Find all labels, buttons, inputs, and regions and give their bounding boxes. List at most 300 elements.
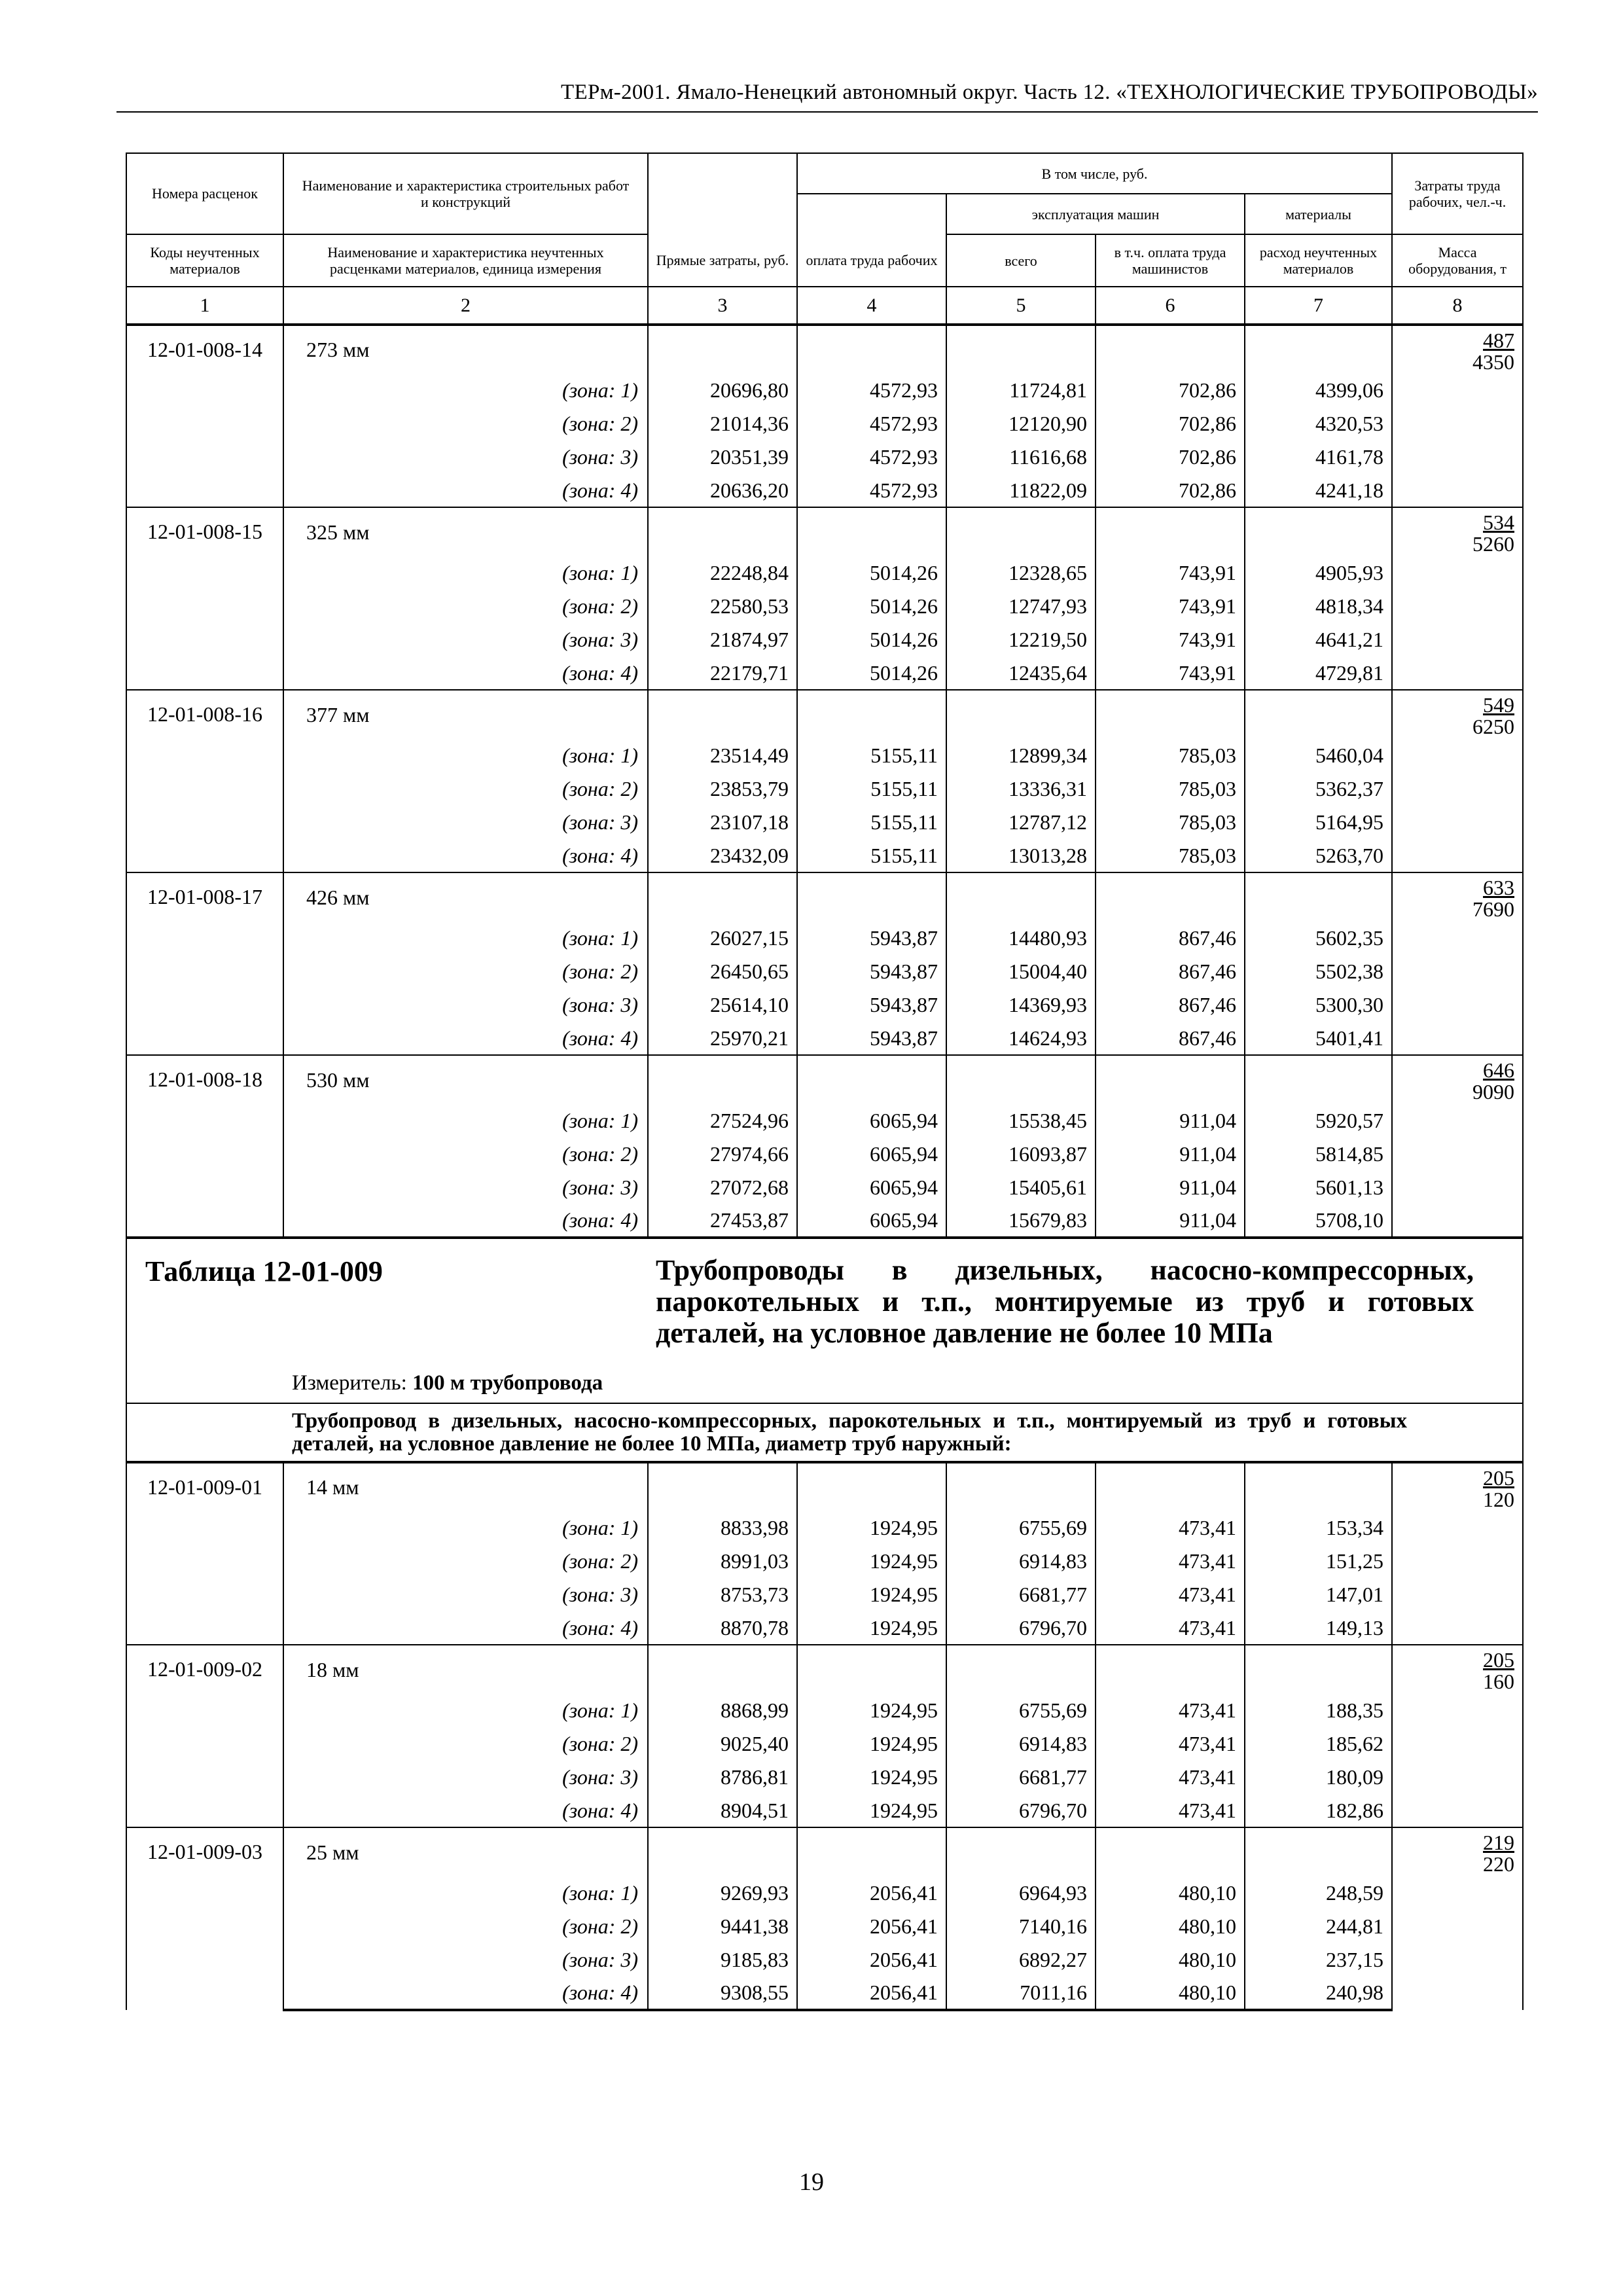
rate-row (126, 325, 1523, 374)
rate-row (126, 1645, 1523, 1694)
value-cell: 867,46 (1096, 922, 1245, 955)
column-numbers-row (126, 287, 1523, 325)
rate-code: 12-01-008-15 (126, 507, 283, 690)
rate-row (126, 872, 1523, 922)
rate-row (126, 690, 1523, 739)
zone-label: (зона: 2) (283, 1545, 648, 1578)
value-cell: 12899,34 (946, 739, 1096, 772)
empty-cell (648, 872, 797, 922)
value-cell: 473,41 (1096, 1545, 1245, 1578)
empty-cell (648, 690, 797, 739)
table-body-008 (126, 325, 1523, 1238)
value-cell: 6681,77 (946, 1761, 1096, 1794)
value-cell: 6755,69 (946, 1694, 1096, 1727)
value-cell: 8868,99 (648, 1694, 797, 1727)
zone-label: (зона: 2) (283, 1138, 648, 1171)
zone-label: (зона: 1) (283, 1104, 648, 1138)
equipment-mass: 9090 (1472, 1080, 1515, 1103)
value-cell: 8904,51 (648, 1794, 797, 1827)
value-cell: 6796,70 (946, 1611, 1096, 1645)
value-cell: 9025,40 (648, 1727, 797, 1761)
value-cell: 244,81 (1245, 1910, 1392, 1943)
zone-label: (зона: 3) (283, 988, 648, 1022)
machines-header: эксплуатация машин (946, 194, 1245, 234)
equipment-mass: 6250 (1472, 715, 1515, 738)
value-cell: 4572,93 (797, 407, 946, 440)
value-cell: 867,46 (1096, 1022, 1245, 1055)
value-cell: 5460,04 (1245, 739, 1392, 772)
value-cell: 5014,26 (797, 590, 946, 623)
value-cell: 188,35 (1245, 1694, 1392, 1727)
value-cell: 1924,95 (797, 1727, 946, 1761)
empty-cell (648, 1645, 797, 1694)
empty-cell (797, 1827, 946, 1876)
rate-code: 12-01-008-14 (126, 325, 283, 507)
value-cell: 4641,21 (1245, 623, 1392, 656)
materials-header: материалы (1245, 194, 1392, 234)
rate-code: 12-01-009-03 (126, 1827, 283, 2010)
labor-mass (1392, 1827, 1523, 2010)
value-cell: 4818,34 (1245, 590, 1392, 623)
value-cell: 5155,11 (797, 806, 946, 839)
value-cell: 22248,84 (648, 556, 797, 590)
value-cell: 12747,93 (946, 590, 1096, 623)
value-cell: 5155,11 (797, 739, 946, 772)
zone-row (126, 1910, 1523, 1943)
col8-top-header (1392, 153, 1523, 234)
value-cell: 4572,93 (797, 440, 946, 474)
value-cell: 7011,16 (946, 1977, 1096, 2010)
empty-cell (1096, 1645, 1245, 1694)
value-cell: 11822,09 (946, 474, 1096, 507)
value-cell: 27524,96 (648, 1104, 797, 1138)
value-cell: 11616,68 (946, 440, 1096, 474)
value-cell: 23432,09 (648, 839, 797, 872)
value-cell: 5263,70 (1245, 839, 1392, 872)
measure-line (292, 1371, 603, 1395)
value-cell: 9269,93 (648, 1876, 797, 1910)
value-cell: 743,91 (1096, 556, 1245, 590)
value-cell: 702,86 (1096, 440, 1245, 474)
zone-row (126, 922, 1523, 955)
value-cell: 1924,95 (797, 1611, 946, 1645)
value-cell: 6065,94 (797, 1138, 946, 1171)
zone-row (126, 1104, 1523, 1138)
zone-row (126, 772, 1523, 806)
value-cell: 911,04 (1096, 1104, 1245, 1138)
value-cell: 480,10 (1096, 1977, 1245, 2010)
empty-cell (1245, 872, 1392, 922)
empty-cell (946, 872, 1096, 922)
value-cell: 5943,87 (797, 955, 946, 988)
col4-label: оплата труда рабочих (797, 234, 946, 287)
empty-cell (648, 507, 797, 556)
value-cell: 1924,95 (797, 1578, 946, 1611)
value-cell: 743,91 (1096, 623, 1245, 656)
empty-cell (946, 1645, 1096, 1694)
zone-label: (зона: 1) (283, 374, 648, 407)
zone-label: (зона: 2) (283, 1727, 648, 1761)
empty-cell (797, 690, 946, 739)
value-cell: 6914,83 (946, 1727, 1096, 1761)
empty-cell (1245, 1055, 1392, 1104)
zone-label: (зона: 4) (283, 1204, 648, 1238)
rate-name: 273 мм (283, 325, 648, 374)
rate-row (126, 1462, 1523, 1511)
value-cell: 480,10 (1096, 1876, 1245, 1910)
value-cell: 147,01 (1245, 1578, 1392, 1611)
value-cell: 12787,12 (946, 806, 1096, 839)
empty-cell (648, 1827, 797, 1876)
value-cell: 5164,95 (1245, 806, 1392, 839)
value-cell: 473,41 (1096, 1761, 1245, 1794)
col1-bottom-label: Коды неучтенных материалов (126, 234, 283, 287)
empty-cell (1245, 1645, 1392, 1694)
running-header: ТЕРм-2001. Ямало-Ненецкий автономный округ. Часть 12. «ТЕХНОЛОГИЧЕСКИЕ ТРУБОПРОВОДЫ» (116, 73, 1538, 113)
value-cell: 473,41 (1096, 1727, 1245, 1761)
zone-row (126, 374, 1523, 407)
value-cell: 785,03 (1096, 839, 1245, 872)
value-cell: 480,10 (1096, 1943, 1245, 1977)
col-number: 8 (1392, 287, 1523, 325)
value-cell: 8991,03 (648, 1545, 797, 1578)
value-cell: 27072,68 (648, 1171, 797, 1204)
labor-mass (1392, 1645, 1523, 1827)
col8-top-label: Затраты труда рабочих, чел.-ч. (1408, 177, 1507, 210)
empty-cell (946, 1055, 1096, 1104)
labor-mass (1392, 325, 1523, 507)
value-cell: 6681,77 (946, 1578, 1096, 1611)
value-cell: 12120,90 (946, 407, 1096, 440)
empty-cell (797, 1645, 946, 1694)
value-cell: 5014,26 (797, 623, 946, 656)
zone-label: (зона: 3) (283, 1943, 648, 1977)
rate-code: 12-01-008-17 (126, 872, 283, 1055)
value-cell: 473,41 (1096, 1794, 1245, 1827)
col1-top-label: Номера расценок (152, 185, 258, 202)
col-number: 6 (1096, 287, 1245, 325)
col-number: 3 (648, 287, 797, 325)
value-cell: 5300,30 (1245, 988, 1392, 1022)
value-cell: 5943,87 (797, 1022, 946, 1055)
value-cell: 702,86 (1096, 407, 1245, 440)
value-cell: 237,15 (1245, 1943, 1392, 1977)
value-cell: 14624,93 (946, 1022, 1096, 1055)
labor-cost: 205 (1483, 1466, 1515, 1490)
table-title: Таблица 12-01-009 (145, 1255, 383, 1287)
empty-cell (1096, 1055, 1245, 1104)
value-cell: 4572,93 (797, 374, 946, 407)
value-cell: 1924,95 (797, 1694, 946, 1727)
zone-row (126, 1727, 1523, 1761)
zone-row (126, 623, 1523, 656)
value-cell: 1924,95 (797, 1794, 946, 1827)
zone-row (126, 556, 1523, 590)
value-cell: 23107,18 (648, 806, 797, 839)
empty-cell (648, 1462, 797, 1511)
col4-empty-top (797, 194, 946, 234)
equipment-mass: 4350 (1472, 350, 1515, 374)
zone-label: (зона: 1) (283, 556, 648, 590)
labor-mass (1392, 507, 1523, 690)
value-cell: 7140,16 (946, 1910, 1096, 1943)
value-cell: 15004,40 (946, 955, 1096, 988)
value-cell: 13336,31 (946, 772, 1096, 806)
rate-row (126, 1055, 1523, 1104)
zone-row (126, 839, 1523, 872)
empty-cell (1096, 872, 1245, 922)
labor-mass (1392, 1462, 1523, 1645)
value-cell: 1924,95 (797, 1511, 946, 1545)
value-cell: 8833,98 (648, 1511, 797, 1545)
value-cell: 5155,11 (797, 772, 946, 806)
value-cell: 5014,26 (797, 656, 946, 690)
empty-cell (1245, 325, 1392, 374)
value-cell: 11724,81 (946, 374, 1096, 407)
zone-row (126, 1204, 1523, 1238)
rate-name: 325 мм (283, 507, 648, 556)
measure-label: Измеритель: (292, 1371, 407, 1395)
value-cell: 12328,65 (946, 556, 1096, 590)
value-cell: 6892,27 (946, 1943, 1096, 1977)
value-cell: 5708,10 (1245, 1204, 1392, 1238)
value-cell: 473,41 (1096, 1694, 1245, 1727)
value-cell: 240,98 (1245, 1977, 1392, 2010)
equipment-mass: 5260 (1472, 532, 1515, 556)
zone-label: (зона: 3) (283, 1761, 648, 1794)
empty-cell (1096, 1462, 1245, 1511)
col2-bottom-label: Наименование и характеристика неучтенных расценками материалов, единица измерения (283, 234, 648, 287)
value-cell: 5814,85 (1245, 1138, 1392, 1171)
value-cell: 26450,65 (648, 955, 797, 988)
zone-row (126, 1761, 1523, 1794)
zone-label: (зона: 1) (283, 739, 648, 772)
empty-cell (797, 507, 946, 556)
zone-row (126, 474, 1523, 507)
value-cell: 5362,37 (1245, 772, 1392, 806)
rate-code: 12-01-009-01 (126, 1462, 283, 1645)
value-cell: 4905,93 (1245, 556, 1392, 590)
value-cell: 867,46 (1096, 955, 1245, 988)
value-cell: 6065,94 (797, 1171, 946, 1204)
table-header (126, 153, 1523, 325)
value-cell: 23853,79 (648, 772, 797, 806)
labor-cost: 219 (1483, 1831, 1515, 1854)
zone-label: (зона: 2) (283, 590, 648, 623)
col2-top-label: Наименование и характеристика строительных работ и конструкций (302, 177, 630, 210)
zone-row (126, 1794, 1523, 1827)
value-cell: 13013,28 (946, 839, 1096, 872)
col5-label: всего (946, 234, 1096, 287)
value-cell: 9441,38 (648, 1910, 797, 1943)
zone-row (126, 590, 1523, 623)
value-cell: 911,04 (1096, 1138, 1245, 1171)
zone-label: (зона: 3) (283, 806, 648, 839)
labor-cost: 633 (1483, 876, 1515, 899)
rate-code: 12-01-008-16 (126, 690, 283, 872)
value-cell: 8870,78 (648, 1611, 797, 1645)
zone-label: (зона: 2) (283, 955, 648, 988)
value-cell: 911,04 (1096, 1204, 1245, 1238)
value-cell: 12435,64 (946, 656, 1096, 690)
value-cell: 20636,20 (648, 474, 797, 507)
equipment-mass: 7690 (1472, 897, 1515, 921)
value-cell: 4161,78 (1245, 440, 1392, 474)
empty-cell (1096, 690, 1245, 739)
empty-cell (797, 1462, 946, 1511)
rate-name: 14 мм (283, 1462, 648, 1511)
value-cell: 2056,41 (797, 1943, 946, 1977)
value-cell: 5601,13 (1245, 1171, 1392, 1204)
value-cell: 25614,10 (648, 988, 797, 1022)
subcaption: Трубопровод в дизельных, насосно-компрессорных, парокотельных и т.п., монтируемый из труб и готовых деталей, на условное давление не более 10 МПа, диаметр труб наружный: (126, 1403, 1523, 1462)
value-cell: 1924,95 (797, 1545, 946, 1578)
rate-name: 426 мм (283, 872, 648, 922)
value-cell: 911,04 (1096, 1171, 1245, 1204)
zone-label: (зона: 1) (283, 922, 648, 955)
rate-row (126, 1827, 1523, 1876)
value-cell: 473,41 (1096, 1578, 1245, 1611)
zone-row (126, 1171, 1523, 1204)
labor-cost: 205 (1483, 1648, 1515, 1672)
equipment-mass: 120 (1483, 1488, 1515, 1511)
zone-row (126, 1611, 1523, 1645)
col-number: 5 (946, 287, 1096, 325)
zone-row (126, 806, 1523, 839)
empty-cell (946, 690, 1096, 739)
rate-name: 18 мм (283, 1645, 648, 1694)
zone-label: (зона: 4) (283, 474, 648, 507)
rates-table (126, 152, 1524, 2011)
zone-row (126, 1578, 1523, 1611)
zone-row (126, 656, 1523, 690)
value-cell: 14480,93 (946, 922, 1096, 955)
value-cell: 149,13 (1245, 1611, 1392, 1645)
rate-name: 377 мм (283, 690, 648, 739)
empty-cell (797, 1055, 946, 1104)
value-cell: 22179,71 (648, 656, 797, 690)
value-cell: 5602,35 (1245, 922, 1392, 955)
value-cell: 5401,41 (1245, 1022, 1392, 1055)
value-cell: 182,86 (1245, 1794, 1392, 1827)
value-cell: 27974,66 (648, 1138, 797, 1171)
zone-label: (зона: 4) (283, 1022, 648, 1055)
empty-cell (946, 1827, 1096, 1876)
value-cell: 14369,93 (946, 988, 1096, 1022)
value-cell: 21014,36 (648, 407, 797, 440)
value-cell: 702,86 (1096, 474, 1245, 507)
labor-mass (1392, 1055, 1523, 1238)
empty-cell (1245, 1827, 1392, 1876)
col-codes-header (126, 153, 283, 234)
value-cell: 6065,94 (797, 1204, 946, 1238)
zone-label: (зона: 1) (283, 1876, 648, 1910)
value-cell: 1924,95 (797, 1761, 946, 1794)
value-cell: 785,03 (1096, 772, 1245, 806)
value-cell: 185,62 (1245, 1727, 1392, 1761)
value-cell: 473,41 (1096, 1511, 1245, 1545)
value-cell: 5920,57 (1245, 1104, 1392, 1138)
zone-row (126, 1511, 1523, 1545)
rate-name: 25 мм (283, 1827, 648, 1876)
zone-row (126, 1943, 1523, 1977)
labor-cost: 487 (1483, 329, 1515, 352)
value-cell: 2056,41 (797, 1876, 946, 1910)
zone-label: (зона: 3) (283, 440, 648, 474)
zone-row (126, 1545, 1523, 1578)
value-cell: 8786,81 (648, 1761, 797, 1794)
empty-cell (1245, 1462, 1392, 1511)
zone-label: (зона: 4) (283, 1977, 648, 2010)
zone-label: (зона: 2) (283, 407, 648, 440)
value-cell: 2056,41 (797, 1977, 946, 2010)
value-cell: 5943,87 (797, 988, 946, 1022)
value-cell: 9308,55 (648, 1977, 797, 2010)
value-cell: 15405,61 (946, 1171, 1096, 1204)
col6-label: в т.ч. оплата труда машинистов (1096, 234, 1245, 287)
incl-header: В том числе, руб. (797, 153, 1392, 194)
col-number: 7 (1245, 287, 1392, 325)
empty-cell (797, 872, 946, 922)
zone-label: (зона: 4) (283, 1611, 648, 1645)
rate-name: 530 мм (283, 1055, 648, 1104)
zone-row (126, 407, 1523, 440)
zone-row (126, 1977, 1523, 2010)
value-cell: 785,03 (1096, 806, 1245, 839)
col8-bottom-label: Масса оборудования, т (1392, 234, 1523, 287)
col7-label: расход неучтенных материалов (1245, 234, 1392, 287)
zone-row (126, 1876, 1523, 1910)
zone-row (126, 1138, 1523, 1171)
value-cell: 15538,45 (946, 1104, 1096, 1138)
value-cell: 20696,80 (648, 374, 797, 407)
value-cell: 27453,87 (648, 1204, 797, 1238)
value-cell: 4729,81 (1245, 656, 1392, 690)
labor-mass (1392, 872, 1523, 1055)
zone-label: (зона: 4) (283, 839, 648, 872)
zone-label: (зона: 2) (283, 1910, 648, 1943)
zone-label: (зона: 3) (283, 1171, 648, 1204)
zone-row (126, 1022, 1523, 1055)
equipment-mass: 220 (1483, 1852, 1515, 1876)
rate-row (126, 507, 1523, 556)
zone-row (126, 988, 1523, 1022)
rate-code: 12-01-009-02 (126, 1645, 283, 1827)
value-cell: 5014,26 (797, 556, 946, 590)
empty-cell (1096, 507, 1245, 556)
value-cell: 4399,06 (1245, 374, 1392, 407)
value-cell: 6755,69 (946, 1511, 1096, 1545)
zone-label: (зона: 2) (283, 772, 648, 806)
value-cell: 20351,39 (648, 440, 797, 474)
value-cell: 248,59 (1245, 1876, 1392, 1910)
value-cell: 743,91 (1096, 590, 1245, 623)
empty-cell (648, 325, 797, 374)
equipment-mass: 160 (1483, 1670, 1515, 1693)
value-cell: 6964,93 (946, 1876, 1096, 1910)
labor-mass (1392, 690, 1523, 872)
col-number: 1 (126, 287, 283, 325)
value-cell: 22580,53 (648, 590, 797, 623)
labor-cost: 646 (1483, 1058, 1515, 1082)
empty-cell (946, 325, 1096, 374)
value-cell: 25970,21 (648, 1022, 797, 1055)
table-body-009 (126, 1462, 1523, 2010)
value-cell: 15679,83 (946, 1204, 1096, 1238)
value-cell: 8753,73 (648, 1578, 797, 1611)
value-cell: 16093,87 (946, 1138, 1096, 1171)
col3-label: Прямые затраты, руб. (648, 234, 797, 287)
